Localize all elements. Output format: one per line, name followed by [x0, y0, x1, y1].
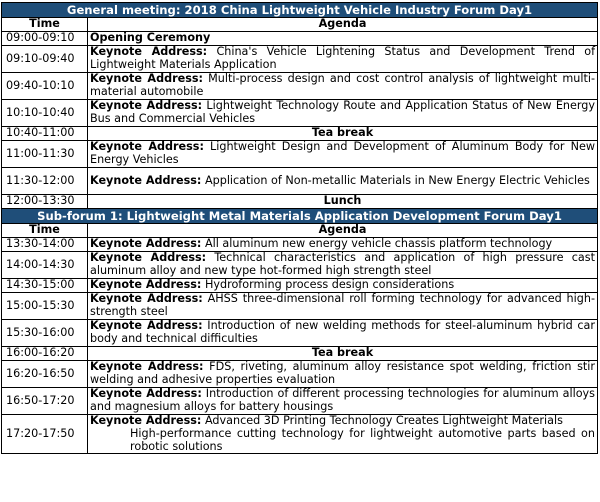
item-text: Introduction of new welding methods for steel-aluminum hybrid car body and technical difficulties	[90, 319, 595, 345]
agenda-column-header: Agenda	[88, 224, 598, 238]
time-cell: 15:30-16:00	[2, 320, 88, 347]
item-label: Keynote Address:	[90, 278, 202, 292]
item-label: Opening Ceremony	[90, 31, 211, 45]
agenda-row	[2, 293, 598, 320]
break-row	[2, 195, 598, 209]
agenda-cell	[88, 293, 598, 320]
time-cell: 12:00-13:30	[2, 195, 88, 209]
item-text: Lightweight Design and Development of Aluminum Body for New Energy Vehicles	[90, 140, 595, 166]
agenda-cell	[88, 168, 598, 195]
agenda-cell	[88, 238, 598, 252]
item-label: Keynote Address:	[90, 292, 203, 306]
item-label: Keynote Address:	[90, 99, 203, 113]
item-label: Keynote Address:	[90, 414, 202, 427]
agenda-cell	[88, 73, 598, 100]
time-cell: 16:50-17:20	[2, 388, 88, 415]
item-text: Lightweight Technology Route and Application Status of New Energy Bus and Commercial Vehicles	[90, 99, 596, 125]
item-text: Introduction of different processing technologies for aluminum alloys and magnesium alloys for battery housings	[90, 387, 596, 413]
column-header-row	[2, 18, 598, 32]
time-cell: 11:00-11:30	[2, 141, 88, 168]
item-text: Technical characteristics and application of high pressure cast aluminum alloy and new type hot-formed high strength steel	[90, 251, 595, 277]
agenda-row	[2, 252, 598, 279]
agenda-row	[2, 168, 598, 195]
agenda-row	[2, 388, 598, 415]
item-label: Keynote Address:	[90, 45, 208, 59]
agenda-cell	[88, 361, 598, 388]
item-text: Application of Non-metallic Materials in New Energy Electric Vehicles	[201, 173, 590, 187]
agenda-row	[2, 141, 598, 168]
time-cell: 10:40-11:00	[2, 127, 88, 141]
agenda-row	[2, 320, 598, 347]
time-column-header: Time	[2, 18, 88, 32]
time-cell: 17:20-17:50	[2, 415, 88, 454]
agenda-row	[2, 361, 598, 388]
break-label: Lunch	[88, 195, 598, 209]
agenda-cell	[88, 252, 598, 279]
agenda-row	[2, 100, 598, 127]
agenda-row	[2, 279, 598, 293]
item-label: Keynote Address:	[90, 140, 204, 154]
break-label: Tea break	[88, 127, 598, 141]
time-cell: 14:30-15:00	[2, 279, 88, 293]
time-cell: 16:20-16:50	[2, 361, 88, 388]
agenda-cell	[88, 279, 598, 293]
time-cell: 16:00-16:20	[2, 347, 88, 361]
agenda-cell	[88, 46, 598, 73]
item-label: Keynote Address:	[90, 319, 203, 333]
time-cell: 09:10-09:40	[2, 46, 88, 73]
time-cell: 09:00-09:10	[2, 32, 88, 46]
agenda-row	[2, 415, 598, 454]
agenda-cell	[88, 141, 598, 168]
agenda-cell	[88, 320, 598, 347]
section-header	[2, 3, 598, 18]
item-text: China's Vehicle Lightening Status and Development Trend of Lightweight Materials Application	[90, 45, 596, 71]
time-cell: 14:00-14:30	[2, 252, 88, 279]
time-cell: 11:30-12:00	[2, 168, 88, 195]
break-label: Tea break	[88, 347, 598, 361]
break-row	[2, 127, 598, 141]
item-text: Hydroforming process design considerations	[201, 278, 455, 292]
item-label: Keynote Address:	[90, 173, 202, 187]
section-header	[2, 209, 598, 224]
item-label: Keynote Address:	[90, 72, 203, 86]
item-label: Keynote Address:	[90, 237, 202, 251]
item-text-secondary: High-performance cutting technology for lightweight automotive parts based on robotic solutions	[130, 426, 595, 453]
time-cell: 15:00-15:30	[2, 293, 88, 320]
agenda-row	[2, 73, 598, 100]
agenda-cell	[88, 100, 598, 127]
section-title: General meeting: 2018 China Lightweight Vehicle Industry Forum Day1	[2, 3, 598, 18]
item-text: Advanced 3D Printing Technology Creates Lightweight Materials	[201, 414, 563, 427]
item-text: Multi-process design and cost control analysis of lightweight multi-material automobile	[90, 72, 595, 98]
agenda-row	[2, 238, 598, 252]
agenda-cell	[88, 415, 598, 454]
agenda-cell	[88, 388, 598, 415]
agenda-table	[1, 2, 598, 454]
agenda-row	[2, 46, 598, 73]
agenda-cell	[88, 32, 598, 46]
item-label: Keynote Address:	[90, 251, 207, 265]
section-title: Sub-forum 1: Lightweight Metal Materials Application Development Forum Day1	[2, 209, 598, 224]
agenda-column-header: Agenda	[88, 18, 598, 32]
break-row	[2, 347, 598, 361]
time-column-header: Time	[2, 224, 88, 238]
item-text: AHSS three-dimensional roll forming technology for advanced high-strength steel	[90, 292, 595, 318]
item-text: All aluminum new energy vehicle chassis platform technology	[201, 237, 553, 251]
time-cell: 13:30-14:00	[2, 238, 88, 252]
item-text: FDS, riveting, aluminum alloy resistance spot welding, friction stir welding and adhesive properties evaluation	[90, 360, 596, 386]
time-cell: 10:10-10:40	[2, 100, 88, 127]
item-label: Keynote Address:	[90, 387, 202, 401]
item-label: Keynote Address:	[90, 360, 204, 374]
column-header-row	[2, 224, 598, 238]
time-cell: 09:40-10:10	[2, 73, 88, 100]
agenda-row	[2, 32, 598, 46]
